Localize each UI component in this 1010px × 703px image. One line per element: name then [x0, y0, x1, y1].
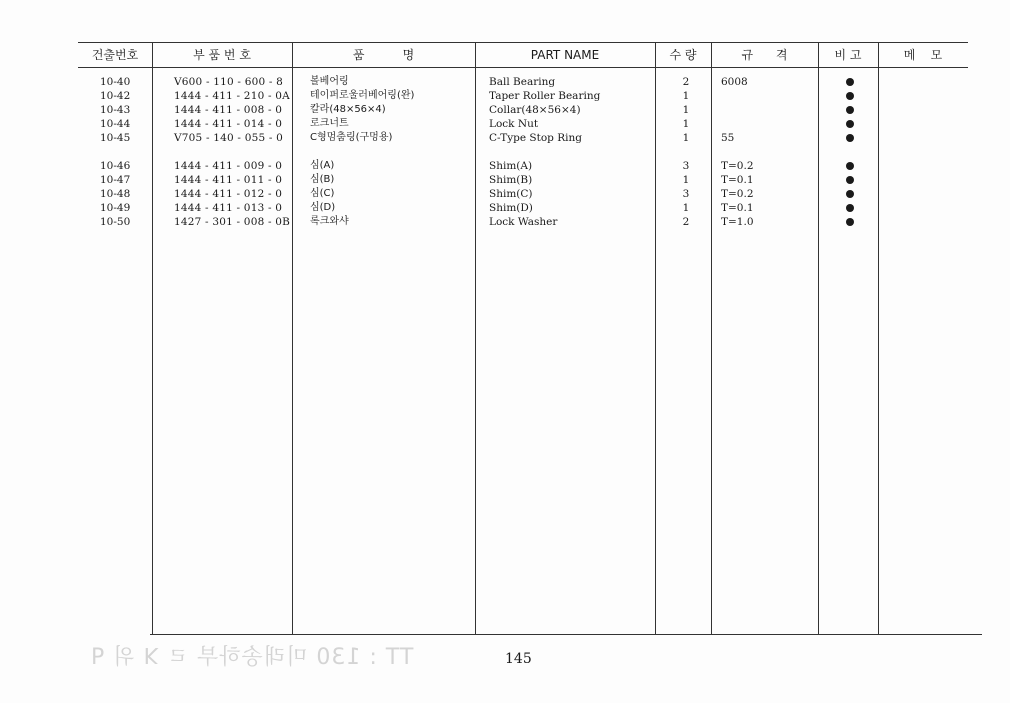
part-name-cell: Shim(D) [489, 202, 533, 214]
header-korean-name: 품 명 [352, 48, 415, 62]
part-name-cell: Shim(B) [489, 174, 533, 186]
spec-cell: T=0.1 [721, 202, 754, 214]
header-remark: 비 고 [834, 48, 862, 62]
show-through-text: TT : 130 미래송하부 ㄹ ꓘ 위 ꟼ [90, 645, 414, 670]
table-bottom-rule [150, 634, 982, 635]
column-divider [655, 42, 656, 635]
korean-name-cell: 칼라(48×56×4) [310, 104, 386, 115]
seq-no-cell: 10-42 [100, 90, 131, 102]
column-divider [818, 42, 819, 635]
part-no-cell: V600 - 110 - 600 - 8 [174, 76, 284, 88]
part-name-cell: Shim(A) [489, 160, 533, 172]
column-divider [152, 42, 153, 635]
qty-cell: 1 [682, 90, 690, 102]
remark-dot [846, 92, 854, 100]
qty-cell: 1 [682, 202, 690, 214]
remark-dot [846, 78, 854, 86]
qty-cell: 1 [682, 174, 690, 186]
column-divider [878, 42, 879, 635]
korean-name-cell: 테이퍼로울러베어링(완) [310, 90, 415, 101]
part-name-cell: Shim(C) [489, 188, 533, 200]
part-name-cell: Ball Bearing [489, 76, 556, 88]
seq-no-cell: 10-44 [100, 118, 131, 130]
seq-no-cell: 10-45 [100, 132, 131, 144]
header-qty: 수 량 [669, 48, 697, 62]
remark-dot [846, 134, 854, 142]
part-no-cell: 1444 - 411 - 014 - 0 [174, 118, 283, 130]
part-no-cell: V705 - 140 - 055 - 0 [174, 132, 284, 144]
header-memo: 메 모 [903, 48, 943, 62]
header-part-name: PART NAME [530, 48, 600, 62]
korean-name-cell: 록크와샤 [310, 216, 349, 227]
part-no-cell: 1444 - 411 - 012 - 0 [174, 188, 283, 200]
table-top-rule [78, 42, 968, 43]
part-name-cell: C-Type Stop Ring [489, 132, 582, 144]
seq-no-cell: 10-43 [100, 104, 131, 116]
qty-cell: 1 [682, 132, 690, 144]
spec-cell: 6008 [721, 76, 748, 88]
part-no-cell: 1444 - 411 - 210 - 0A [174, 90, 290, 102]
page-number: 145 [505, 651, 532, 667]
korean-name-cell: 볼베어링 [310, 76, 349, 87]
column-divider [292, 42, 293, 635]
column-divider [475, 42, 476, 635]
part-no-cell: 1444 - 411 - 008 - 0 [174, 104, 283, 116]
korean-name-cell: 심(B) [310, 174, 335, 185]
part-name-cell: Taper Roller Bearing [489, 90, 601, 102]
seq-no-cell: 10-50 [100, 216, 131, 228]
qty-cell: 3 [682, 160, 690, 172]
qty-cell: 1 [682, 104, 690, 116]
spec-cell: 55 [721, 132, 735, 144]
part-no-cell: 1444 - 411 - 011 - 0 [174, 174, 283, 186]
spec-cell: T=0.2 [721, 188, 754, 200]
korean-name-cell: C형멈춤링(구멍용) [310, 132, 393, 143]
korean-name-cell: 심(A) [310, 160, 335, 171]
spec-cell: T=0.1 [721, 174, 754, 186]
seq-no-cell: 10-40 [100, 76, 131, 88]
qty-cell: 2 [682, 76, 690, 88]
spec-cell: T=0.2 [721, 160, 754, 172]
part-name-cell: Lock Nut [489, 118, 539, 130]
qty-cell: 3 [682, 188, 690, 200]
korean-name-cell: 심(C) [310, 188, 335, 199]
korean-name-cell: 로크너트 [310, 118, 349, 129]
part-no-cell: 1444 - 411 - 009 - 0 [174, 160, 283, 172]
remark-dot [846, 176, 854, 184]
remark-dot [846, 120, 854, 128]
remark-dot [846, 162, 854, 170]
remark-dot [846, 190, 854, 198]
qty-cell: 2 [682, 216, 690, 228]
seq-no-cell: 10-48 [100, 188, 131, 200]
column-divider [711, 42, 712, 635]
seq-no-cell: 10-46 [100, 160, 131, 172]
header-part-no: 부 품 번 호 [193, 48, 251, 62]
part-name-cell: Collar(48×56×4) [489, 104, 581, 116]
seq-no-cell: 10-47 [100, 174, 131, 186]
part-name-cell: Lock Washer [489, 216, 558, 228]
remark-dot [846, 218, 854, 226]
qty-cell: 1 [682, 118, 690, 130]
part-no-cell: 1427 - 301 - 008 - 0B [174, 216, 291, 228]
korean-name-cell: 심(D) [310, 202, 336, 213]
remark-dot [846, 106, 854, 114]
remark-dot [846, 204, 854, 212]
seq-no-cell: 10-49 [100, 202, 131, 214]
spec-cell: T=1.0 [721, 216, 754, 228]
part-no-cell: 1444 - 411 - 013 - 0 [174, 202, 283, 214]
header-bottom-rule [78, 67, 968, 68]
header-spec: 규 격 [741, 48, 788, 62]
header-seq-no: 건출번호 [91, 48, 139, 62]
